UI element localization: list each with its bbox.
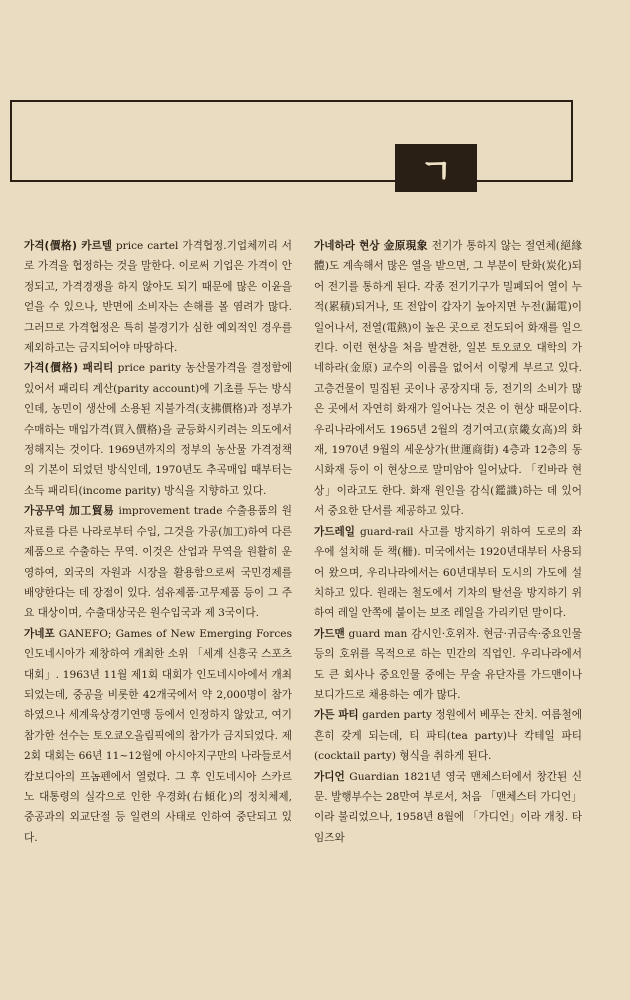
- entry-body: 농산물가격을 결정함에 있어서 패리티 계산(parity account)에 기초를 두는 방식인데, 농민이 생산에 소용된 지불가격(支拂價格)과 정부가 수매하는 매입가격(買入價格)을 균등화시키려는 의도에서 정해지는 것이다. 1969년까지의 정부의 농산물 가격정책의 기본이 되었던 방식인데, 1970년도 추곡매입 때부터는 소득 패리티(income parity) 방식을 지향하고 있다.: [24, 362, 292, 497]
- entry-english: guard man: [348, 627, 408, 640]
- entry-body: 가격협정.기업체끼리 서로 가격을 협정하는 것을 말한다. 이로써 기업은 가격이 안정되고, 가격경쟁을 하지 않아도 되기 때문에 많은 이윤을 얻을 수 있으나, 반면에 소비자는 손해를 볼 염려가 많다. 그러므로 가격협정은 특히 불경기가 심한 예외적인 경우를 제외하고는 금지되어야 마땅하다.: [24, 240, 292, 355]
- entry-term: 가격(價格) 패리티: [24, 362, 114, 375]
- entry-english: guard-rail: [359, 525, 414, 538]
- section-header-frame: [10, 100, 573, 182]
- entry-term: 가공무역 加工貿易: [24, 505, 115, 518]
- entry-body: 전기가 통하지 않는 절연체(絕緣體)도 계속해서 많은 열을 받으면, 그 부분이 탄화(炭化)되어 전기를 통하게 된다. 각종 전기기구가 밀폐되어 열이 누적(累積)되거나, 또 전압이 갑자기 높아지면 누전(漏電)이 일어나서, 전열(電熱)이 높은 곳으로 전도되어 화재를 일으킨다. 이런 현상을 처음 발견한, 일본 토오쿄오 대학의 가네하라(金原) 교수의 이름을 없어서 이렇게 부르고 있다. 고층건물이 밀집된 곳이나 공장지대 등, 전기의 소비가 많은 곳에서 자연히 화재가 일어나는 것은 이 현상 때문이다. 우리나라에서도 1965년 2월의 경기여고(京畿女高)의 화재, 1970년 9월의 세운상가(世運商街) 4층과 12층의 동시화재 등이 이 현상으로 말미암아 일어났다. 「킨바라 현상」이라고도 한다. 화재 원인을 감식(鑑識)하는 데 있어서 중요한 단서를 제공하고 있다.: [314, 240, 582, 518]
- entry-guard-rail: [314, 522, 582, 624]
- entry-guardian: [314, 767, 582, 849]
- entry-english: improvement trade: [118, 505, 223, 518]
- entry-body: 1821년 영국 맨체스터에서 창간된 신문. 발행부수는 28만여 부로서, 처음 「맨체스터 가디언」이라 불리었으나, 1958년 8월에 「가디언」이라 개칭. 타임즈와: [314, 770, 583, 844]
- left-column: [24, 236, 292, 848]
- entry-english: GANEFO; Games of New Emerging Forces: [58, 627, 293, 640]
- entry-improvement-trade: [24, 501, 292, 623]
- entry-body: 수출용품의 원자료를 다른 나라로부터 수입, 그것을 가공(加工)하여 다른 제품으로 수출하는 무역. 이것은 산업과 무역을 원활히 운영하여, 외국의 자원과 시장을 활용함으로써 국민경제를 배양한다는 데 장점이 있다. 섬유제품·고무제품 등이 그 주요 대상이며, 수출대상국은 원수입국과 제 3국이다.: [24, 505, 292, 620]
- entry-english: price parity: [117, 362, 182, 375]
- section-letter-block: ㄱ: [395, 144, 477, 192]
- entry-term: 가드맨: [314, 627, 345, 640]
- entry-term: 가디언: [314, 770, 345, 783]
- entry-term: 가네하라 현상 金原現象: [314, 240, 428, 252]
- entry-body: 인도네시아가 제창하여 개최한 소위 「세계 신흥국 스포츠대회」. 1963년 11월 제1회 대회가 인도네시아에서 개최되었는데, 중공을 비롯한 42개국에서 약 2,000명이 참가하였으나 세계육상경기연맹 등에서 인정하지 않았고, 여기 참가한 선수는 토오쿄오올림픽에의 참가가 금지되었다. 제2회 대회는 66년 11~12월에 아시아지구만의 나라들로서 캄보디아의 프놈펜에서 열렸다. 그 후 인도네시아 스카르노 대통령의 실각으로 인한 우경화(右傾化)의 정치체제, 중공과의 외교단절 등 일련의 사태로 인하여 중단되고 있다.: [24, 648, 292, 844]
- entry-price-cartel: [24, 236, 292, 358]
- entry-guard-man: [314, 624, 582, 706]
- entry-english: Guardian: [349, 770, 400, 783]
- entry-ganefo: [24, 624, 292, 848]
- entry-english: price cartel: [115, 240, 179, 252]
- entry-term: 가드레일: [314, 525, 355, 538]
- right-column: [314, 236, 582, 848]
- entry-english: garden party: [362, 709, 432, 722]
- entry-garden-party: [314, 705, 582, 766]
- entry-body: 사고를 방지하기 위하여 도로의 좌우에 설치해 둔 책(柵). 미국에서는 1920년대부터 사용되어 왔으며, 우리나라에서는 60년대부터 도시의 가도에 설치하고 있다. 원래는 철도에서 기차의 탈선을 방지하기 위하여 레일 안쪽에 붙이는 보조 레일을 가리키던 말이다.: [314, 525, 582, 620]
- entry-body: 정원에서 베푸는 잔치. 여름철에 흔히 갖게 되는데, 티 파티(tea party)나 칵테일 파티(cocktail party) 형식을 취하게 된다.: [314, 709, 583, 763]
- entry-term: 가든 파티: [314, 709, 359, 722]
- entry-body: 감시인·호위자. 현금·귀금속·중요인물 등의 호위를 목적으로 하는 민간의 직업인. 우리나라에서도 큰 회사나 중요인물 중에는 무술 유단자를 가드맨이나 보디가드로 채용하는 예가 많다.: [314, 627, 582, 701]
- entry-kanehara-phenomenon: [314, 236, 582, 522]
- entry-price-parity: [24, 358, 292, 501]
- entry-term: 가격(價格) 카르텔: [24, 240, 112, 252]
- entry-term: 가네포: [24, 627, 55, 640]
